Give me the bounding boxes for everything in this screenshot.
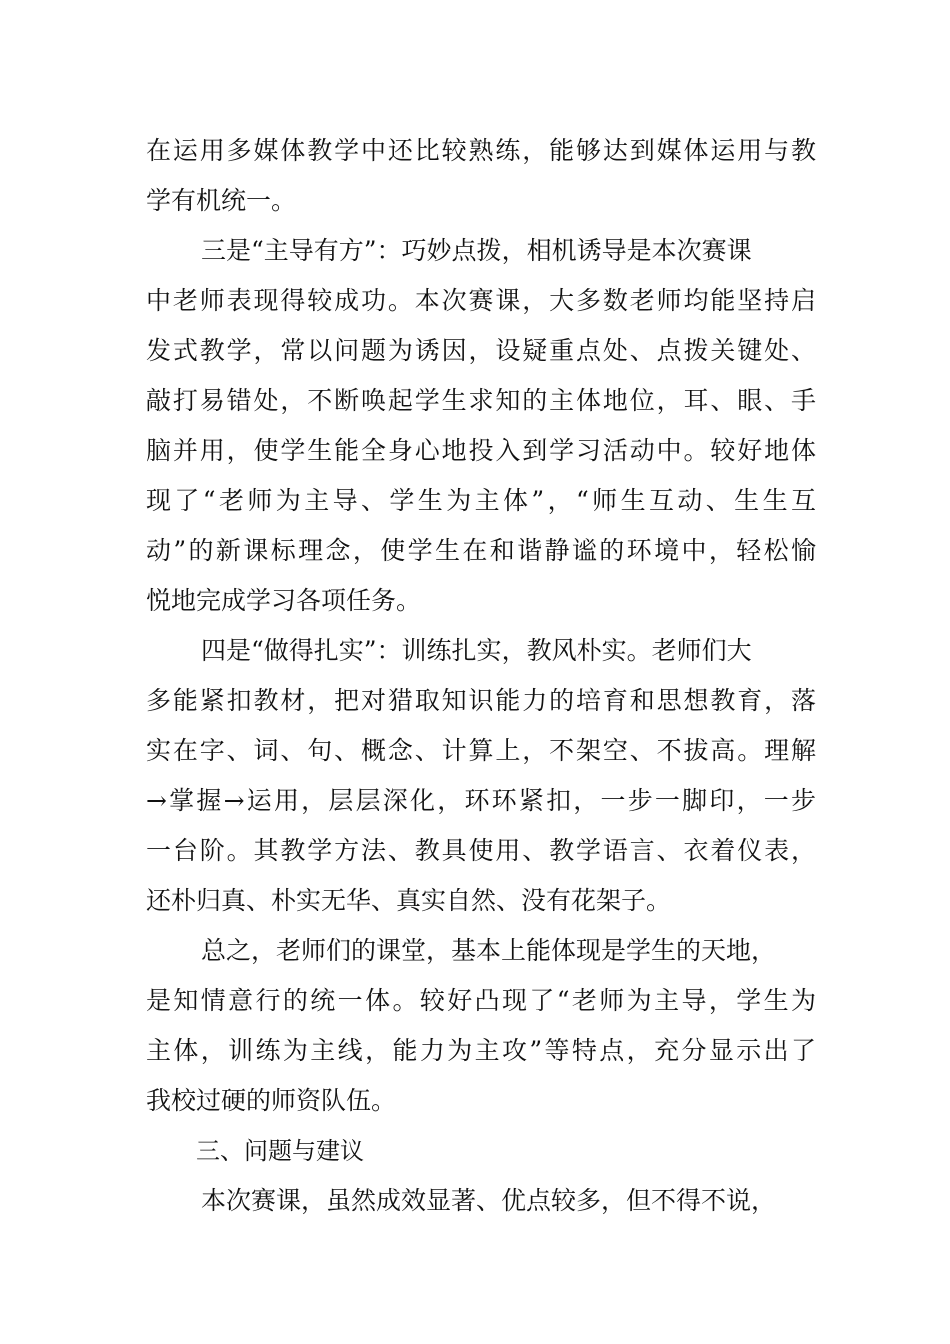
text-line: →掌握→运用，层层深化，环环紧扣，一步一脚印，一步 — [146, 786, 816, 815]
text-line: 中老师表现得较成功。本次赛课，大多数老师均能坚持启 — [146, 286, 816, 315]
text-line: 一台阶。其教学方法、教具使用、教学语言、衣着仪表， — [146, 836, 816, 865]
text-line: 实在字、词、句、概念、计算上，不架空、不拔高。理解 — [146, 736, 816, 765]
text-line: 现了“老师为主导、学生为主体”，“师生互动、生生互 — [146, 486, 816, 515]
paragraph-start-line: 四是“做得扎实”：训练扎实，教风朴实。老师们大 — [201, 636, 752, 665]
text-line: 还朴归真、朴实无华、真实自然、没有花架子。 — [146, 886, 672, 915]
text-line: 在运用多媒体教学中还比较熟练，能够达到媒体运用与教 — [146, 136, 816, 165]
text-line: 敲打易错处，不断唤起学生求知的主体地位，耳、眼、手 — [146, 386, 816, 415]
text-line: 主体，训练为主线，能力为主攻”等特点，充分显示出了 — [146, 1036, 816, 1065]
text-line: 动”的新课标理念，使学生在和谐静谧的环境中，轻松愉 — [146, 536, 816, 565]
paragraph-start-line: 本次赛课，虽然成效显著、优点较多，但不得不说， — [201, 1186, 777, 1215]
text-line: 我校过硬的师资队伍。 — [146, 1086, 397, 1115]
text-line: 脑并用，使学生能全身心地投入到学习活动中。较好地体 — [146, 436, 816, 465]
text-line: 悦地完成学习各项任务。 — [146, 586, 422, 615]
text-line: 发式教学，常以问题为诱因，设疑重点处、点拨关键处、 — [146, 336, 816, 365]
text-line: 学有机统一。 — [146, 186, 297, 215]
text-line: 多能紧扣教材，把对猎取知识能力的培育和思想教育，落 — [146, 686, 816, 715]
paragraph-start-line: 总之，老师们的课堂，基本上能体现是学生的天地， — [201, 936, 777, 965]
section-heading: 三、问题与建议 — [196, 1137, 364, 1165]
paragraph-start-line: 三是“主导有方”：巧妙点拨，相机诱导是本次赛课 — [201, 236, 752, 265]
text-line: 是知情意行的统一体。较好凸现了“老师为主导，学生为 — [146, 986, 816, 1015]
